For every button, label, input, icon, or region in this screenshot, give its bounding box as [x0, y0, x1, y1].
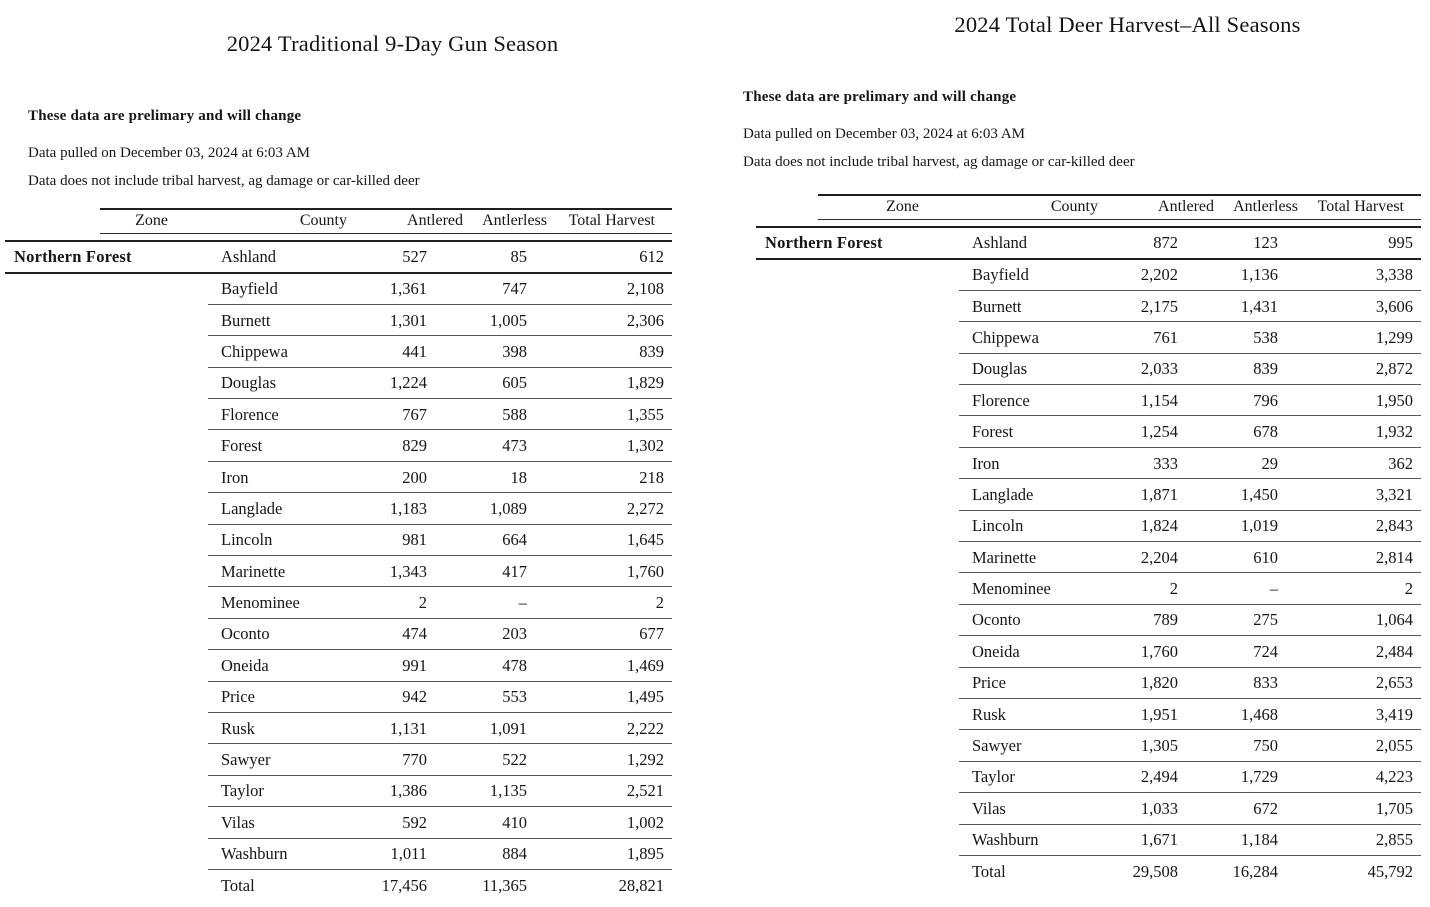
table-row — [756, 605, 1421, 636]
county-cell: Marinette — [972, 547, 1037, 567]
total-harvest-cell: 1,064 — [1375, 610, 1413, 630]
antlered-cell: 1,386 — [389, 781, 427, 801]
antlerless-cell: 417 — [502, 561, 527, 581]
table-row — [5, 744, 672, 775]
total-harvest-cell: 2,843 — [1375, 516, 1413, 536]
disclaimer-note: These data are prelimary and will change — [28, 108, 302, 124]
antlerless-cell: 478 — [502, 655, 527, 675]
table-row — [756, 699, 1421, 730]
col-header-total-harvest: Total Harvest — [568, 212, 655, 229]
county-cell: Lincoln — [972, 516, 1024, 536]
table-row — [5, 807, 672, 838]
antlerless-cell: 203 — [502, 624, 527, 644]
county-cell: Ashland — [221, 246, 276, 266]
data-exclusions-note: Data does not include tribal harvest, ag damage or car-killed deer — [743, 154, 1135, 170]
antlered-cell: 872 — [1153, 232, 1178, 252]
antlered-cell: 991 — [402, 655, 427, 675]
table-row — [756, 668, 1421, 699]
antlered-cell: 2,202 — [1140, 265, 1178, 285]
total-harvest-cell: 1,469 — [626, 655, 664, 675]
table-row — [5, 336, 672, 367]
antlered-cell: 1,760 — [1140, 641, 1178, 661]
county-cell: Burnett — [221, 310, 271, 330]
total-harvest-cell: 3,606 — [1375, 296, 1413, 316]
county-cell: Langlade — [972, 484, 1034, 504]
antlered-cell: 1,951 — [1140, 704, 1178, 724]
antlered-cell: 829 — [402, 436, 427, 456]
report-notes — [743, 89, 1430, 171]
antlerless-cell: 1,135 — [489, 781, 527, 801]
county-cell: Oconto — [972, 610, 1021, 630]
antlered-cell: 333 — [1153, 453, 1178, 473]
antlerless-cell: – — [1269, 579, 1278, 599]
antlerless-total-cell: 16,284 — [1232, 861, 1278, 881]
table-row — [5, 650, 672, 681]
total-harvest-cell: 2,814 — [1375, 547, 1413, 567]
antlerless-cell: 796 — [1253, 390, 1278, 410]
antlerless-cell: 1,450 — [1240, 484, 1278, 504]
col-header-total-harvest: Total Harvest — [1317, 198, 1404, 215]
total-label-cell: Total — [972, 861, 1006, 881]
antlerless-cell: 750 — [1253, 736, 1278, 756]
table-row — [756, 416, 1421, 447]
total-harvest-cell: 839 — [639, 341, 664, 361]
antlered-cell: 1,671 — [1140, 830, 1178, 850]
col-header-county: County — [1050, 198, 1098, 215]
total-harvest-cell: 2,855 — [1375, 830, 1413, 850]
antlered-cell: 474 — [402, 624, 427, 644]
table-row — [756, 573, 1421, 604]
total-harvest-cell: 1,932 — [1375, 422, 1413, 442]
antlerless-cell: 1,005 — [489, 310, 527, 330]
table-row — [5, 462, 672, 493]
panel-total-harvest — [715, 0, 1430, 901]
antlered-cell: 1,131 — [389, 718, 427, 738]
county-cell: Vilas — [972, 798, 1006, 818]
antlerless-cell: 1,468 — [1240, 704, 1278, 724]
table-row — [756, 730, 1421, 761]
antlered-cell: 592 — [402, 812, 427, 832]
antlered-cell: 1,011 — [390, 844, 427, 864]
data-pulled-note: Data pulled on December 03, 2024 at 6:03 AM — [743, 126, 1026, 142]
disclaimer-note: These data are prelimary and will change — [743, 89, 1017, 105]
antlerless-cell: 724 — [1253, 641, 1278, 661]
table-row — [756, 542, 1421, 573]
county-cell: Vilas — [221, 812, 255, 832]
table-row — [5, 274, 672, 305]
county-cell: Oneida — [221, 655, 269, 675]
antlerless-cell: 123 — [1253, 232, 1278, 252]
county-cell: Sawyer — [221, 750, 271, 770]
table-row — [5, 556, 672, 587]
total-harvest-cell: 2 — [655, 593, 664, 613]
antlered-cell: 527 — [402, 246, 427, 266]
antlered-cell: 981 — [402, 530, 427, 550]
table-row — [5, 430, 672, 461]
total-harvest-cell: 218 — [639, 467, 664, 487]
table-row — [5, 493, 672, 524]
antlerless-cell: 747 — [502, 279, 527, 299]
total-harvest-cell: 2,872 — [1375, 359, 1413, 379]
antlered-cell: 767 — [402, 404, 427, 424]
total-harvest-cell: 2,306 — [626, 310, 664, 330]
total-harvest-cell: 1,002 — [626, 812, 664, 832]
total-harvest-cell: 612 — [639, 246, 664, 266]
county-cell: Lincoln — [221, 530, 273, 550]
table-body — [5, 242, 672, 901]
antlered-cell: 761 — [1153, 327, 1178, 347]
antlered-cell: 2,494 — [1140, 767, 1178, 787]
panel-gun-season — [0, 0, 715, 901]
col-header-antlered: Antlered — [1158, 198, 1214, 215]
table-row-zone — [5, 242, 672, 274]
antlered-cell: 1,361 — [389, 279, 427, 299]
county-cell: Douglas — [972, 359, 1027, 379]
table-row — [5, 587, 672, 618]
antlerless-cell: 1,019 — [1240, 516, 1278, 536]
antlerless-cell: 884 — [502, 844, 527, 864]
col-header-antlerless: Antlerless — [482, 212, 547, 229]
total-harvest-cell: 2,108 — [626, 279, 664, 299]
antlered-cell: 1,183 — [389, 498, 427, 518]
county-cell: Langlade — [221, 498, 283, 518]
table-row — [5, 619, 672, 650]
table-row — [756, 448, 1421, 479]
table-header-row — [756, 194, 1421, 220]
table-row — [756, 291, 1421, 322]
county-cell: Forest — [221, 436, 263, 456]
table-row — [5, 399, 672, 430]
table-row — [5, 368, 672, 399]
antlerless-cell: 522 — [502, 750, 527, 770]
table-row — [756, 260, 1421, 291]
total-harvest-cell: 2,653 — [1375, 673, 1413, 693]
antlerless-cell: – — [518, 593, 527, 613]
table-total-row — [5, 870, 672, 901]
total-harvest-cell: 2,222 — [626, 718, 664, 738]
antlerless-cell: 672 — [1253, 798, 1278, 818]
county-cell: Chippewa — [221, 341, 288, 361]
county-cell: Florence — [972, 390, 1030, 410]
total-harvest-total-cell: 28,821 — [618, 875, 664, 895]
antlered-cell: 789 — [1153, 610, 1178, 630]
antlered-cell: 1,871 — [1140, 484, 1178, 504]
antlered-total-cell: 17,456 — [381, 875, 427, 895]
county-cell: Menominee — [221, 593, 300, 613]
table-row — [756, 793, 1421, 824]
table-row — [5, 776, 672, 807]
total-harvest-cell: 1,292 — [626, 750, 664, 770]
county-cell: Iron — [221, 467, 249, 487]
antlered-cell: 1,820 — [1140, 673, 1178, 693]
county-cell: Rusk — [221, 718, 255, 738]
table-header-row — [5, 208, 672, 234]
table-row — [756, 385, 1421, 416]
antlered-cell: 441 — [402, 341, 427, 361]
antlerless-cell: 398 — [502, 341, 527, 361]
total-harvest-cell: 2 — [1404, 579, 1413, 599]
county-cell: Chippewa — [972, 327, 1039, 347]
antlered-cell: 1,033 — [1140, 798, 1178, 818]
antlered-cell: 200 — [402, 467, 427, 487]
antlered-cell: 1,305 — [1140, 736, 1178, 756]
data-pulled-note: Data pulled on December 03, 2024 at 6:03 AM — [28, 145, 311, 161]
col-header-zone: Zone — [886, 198, 919, 215]
antlerless-cell: 833 — [1253, 673, 1278, 693]
antlerless-cell: 664 — [502, 530, 527, 550]
county-cell: Washburn — [221, 844, 288, 864]
antlerless-cell: 18 — [510, 467, 527, 487]
antlered-cell: 942 — [402, 687, 427, 707]
antlered-cell: 1,301 — [389, 310, 427, 330]
antlerless-cell: 839 — [1253, 359, 1278, 379]
antlered-cell: 2,204 — [1140, 547, 1178, 567]
table-row-zone — [756, 228, 1421, 260]
table-row — [756, 479, 1421, 510]
report-title: 2024 Total Deer Harvest–All Seasons — [954, 12, 1301, 37]
antlered-cell: 1,154 — [1140, 390, 1178, 410]
total-harvest-cell: 4,223 — [1375, 767, 1413, 787]
report-title: 2024 Traditional 9-Day Gun Season — [226, 31, 559, 56]
table-row — [756, 322, 1421, 353]
county-cell: Oneida — [972, 641, 1020, 661]
table-row — [756, 636, 1421, 667]
county-cell: Sawyer — [972, 736, 1022, 756]
county-cell: Forest — [972, 422, 1014, 442]
table-row — [756, 825, 1421, 856]
county-cell: Burnett — [972, 296, 1022, 316]
antlerless-cell: 588 — [502, 404, 527, 424]
antlerless-cell: 275 — [1253, 610, 1278, 630]
total-harvest-cell: 1,895 — [626, 844, 664, 864]
total-harvest-cell: 1,302 — [626, 436, 664, 456]
table-row — [5, 682, 672, 713]
total-harvest-cell: 1,645 — [626, 530, 664, 550]
data-exclusions-note: Data does not include tribal harvest, ag damage or car-killed deer — [28, 173, 420, 189]
antlered-cell: 1,224 — [389, 373, 427, 393]
total-harvest-cell: 995 — [1388, 232, 1413, 252]
antlerless-total-cell: 11,365 — [482, 875, 527, 895]
county-cell: Florence — [221, 404, 279, 424]
county-cell: Washburn — [972, 830, 1039, 850]
county-cell: Price — [221, 687, 255, 707]
total-harvest-cell: 1,705 — [1375, 798, 1413, 818]
antlerless-cell: 605 — [502, 373, 527, 393]
antlerless-cell: 610 — [1253, 547, 1278, 567]
county-cell: Taylor — [972, 767, 1015, 787]
antlered-cell: 1,343 — [389, 561, 427, 581]
county-cell: Bayfield — [221, 279, 278, 299]
county-cell: Menominee — [972, 579, 1051, 599]
county-cell: Price — [972, 673, 1006, 693]
county-cell: Iron — [972, 453, 1000, 473]
total-harvest-cell: 1,760 — [626, 561, 664, 581]
antlerless-cell: 1,091 — [489, 718, 527, 738]
total-harvest-cell: 2,055 — [1375, 736, 1413, 756]
antlered-cell: 1,824 — [1140, 516, 1178, 536]
harvest-table — [5, 208, 672, 901]
total-harvest-cell: 677 — [639, 624, 664, 644]
county-cell: Oconto — [221, 624, 270, 644]
total-harvest-cell: 1,495 — [626, 687, 664, 707]
table-row — [5, 305, 672, 336]
antlered-cell: 2 — [418, 593, 427, 613]
antlerless-cell: 678 — [1253, 422, 1278, 442]
table-row — [5, 713, 672, 744]
county-cell: Marinette — [221, 561, 286, 581]
antlerless-cell: 1,431 — [1240, 296, 1278, 316]
antlerless-cell: 410 — [502, 812, 527, 832]
antlerless-cell: 1,136 — [1240, 265, 1278, 285]
county-cell: Taylor — [221, 781, 264, 801]
table-total-row — [756, 856, 1421, 887]
total-harvest-cell: 2,272 — [626, 498, 664, 518]
table-row — [756, 354, 1421, 385]
total-harvest-total-cell: 45,792 — [1367, 861, 1413, 881]
total-harvest-cell: 3,338 — [1375, 265, 1413, 285]
total-harvest-cell: 362 — [1388, 453, 1413, 473]
table-row — [5, 839, 672, 870]
antlerless-cell: 29 — [1261, 453, 1278, 473]
col-header-zone: Zone — [135, 212, 168, 229]
antlered-total-cell: 29,508 — [1132, 861, 1178, 881]
col-header-county: County — [299, 212, 347, 229]
antlerless-cell: 553 — [502, 687, 527, 707]
zone-cell: Northern Forest — [14, 246, 132, 266]
table-row — [5, 525, 672, 556]
table-row — [756, 762, 1421, 793]
antlerless-cell: 473 — [502, 436, 527, 456]
col-header-antlerless: Antlerless — [1233, 198, 1298, 215]
antlered-cell: 770 — [402, 750, 427, 770]
report-notes — [28, 108, 715, 190]
zone-cell: Northern Forest — [765, 232, 883, 252]
table-row — [756, 511, 1421, 542]
county-cell: Rusk — [972, 704, 1006, 724]
total-harvest-cell: 3,321 — [1375, 484, 1413, 504]
antlerless-cell: 1,184 — [1240, 830, 1278, 850]
antlerless-cell: 1,729 — [1240, 767, 1278, 787]
table-body — [756, 228, 1421, 887]
total-harvest-cell: 2,484 — [1375, 641, 1413, 661]
antlerless-cell: 1,089 — [489, 498, 527, 518]
col-header-antlered: Antlered — [407, 212, 463, 229]
county-cell: Douglas — [221, 373, 276, 393]
total-harvest-cell: 3,419 — [1375, 704, 1413, 724]
county-cell: Bayfield — [972, 265, 1029, 285]
total-harvest-cell: 1,950 — [1375, 390, 1413, 410]
antlerless-cell: 538 — [1253, 327, 1278, 347]
antlered-cell: 2,033 — [1140, 359, 1178, 379]
harvest-table — [756, 194, 1421, 887]
total-harvest-cell: 2,521 — [626, 781, 664, 801]
antlered-cell: 2 — [1169, 579, 1178, 599]
total-label-cell: Total — [221, 875, 255, 895]
antlerless-cell: 85 — [510, 246, 527, 266]
antlered-cell: 2,175 — [1140, 296, 1178, 316]
total-harvest-cell: 1,299 — [1375, 327, 1413, 347]
county-cell: Ashland — [972, 232, 1027, 252]
total-harvest-cell: 1,355 — [626, 404, 664, 424]
antlered-cell: 1,254 — [1140, 422, 1178, 442]
total-harvest-cell: 1,829 — [626, 373, 664, 393]
